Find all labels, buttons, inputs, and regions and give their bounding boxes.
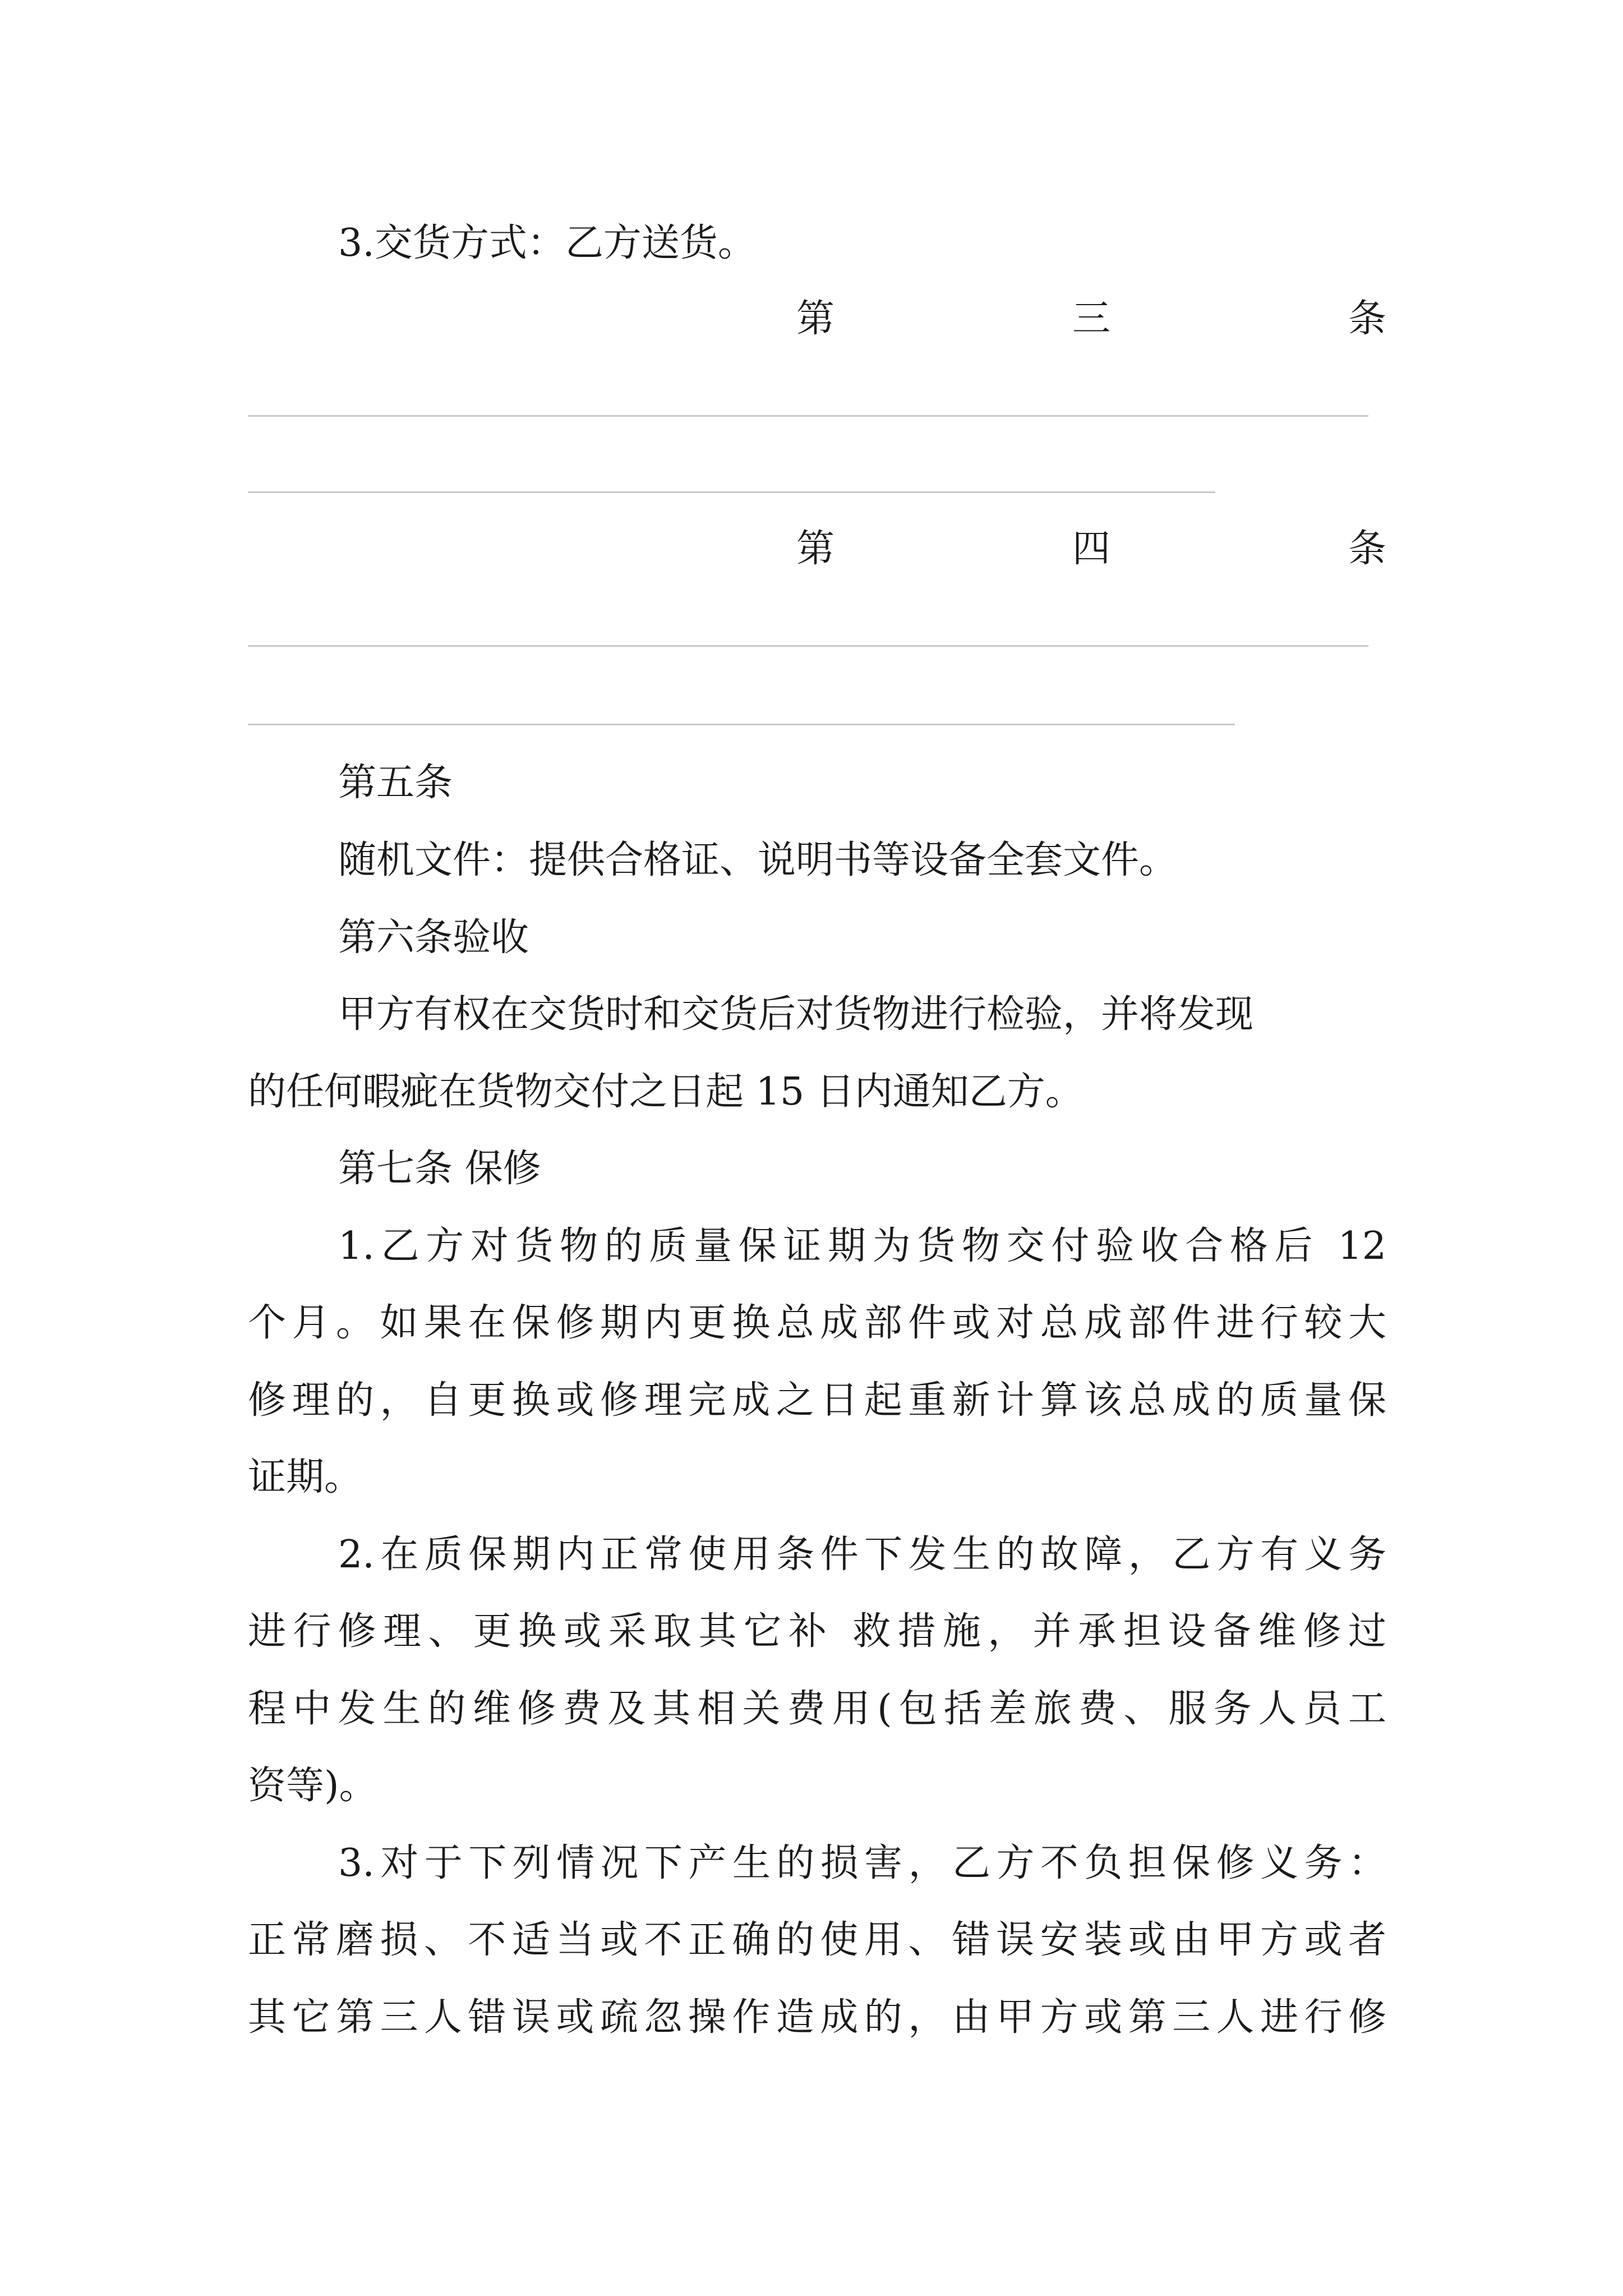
- fill-in-rule: [248, 645, 1368, 647]
- article-4-char-3: 条: [1348, 527, 1386, 571]
- warranty-clause-1-line: 修理的，自更换或修理完成之日起重新计算该总成的质量保: [248, 1378, 1386, 1423]
- article-5-body: 随机文件：提供合格证、说明书等设备全套文件。: [338, 838, 1178, 882]
- warranty-clause-1-line: 证期。: [248, 1455, 363, 1499]
- article-4-heading: [796, 527, 1386, 571]
- warranty-clause-3-line: 其它第三人错误或疏忽操作造成的，由甲方或第三人进行修: [248, 1995, 1386, 2040]
- warranty-clause-3-line: 3.对于下列情况下产生的损害，乙方不负担保修义务：: [338, 1841, 1386, 1885]
- warranty-clause-3-line: 正常磨损、不适当或不正确的使用、错误安装或由甲方或者: [248, 1918, 1386, 1962]
- article-3-heading: [796, 297, 1386, 341]
- fill-in-rule: [248, 491, 1215, 493]
- article-3-char-2: 三: [1072, 297, 1110, 341]
- delivery-method-line: 3.交货方式：乙方送货。: [338, 221, 756, 265]
- warranty-clause-2-line: 资等)。: [248, 1764, 377, 1808]
- article-7-title: 第七条 保修: [338, 1147, 541, 1191]
- article-6-title: 第六条验收: [338, 915, 529, 960]
- article-3-char-3: 条: [1348, 297, 1386, 341]
- article-3-char-1: 第: [796, 297, 835, 341]
- warranty-clause-1-line: 个月。如果在保修期内更换总成部件或对总成部件进行较大: [248, 1301, 1386, 1345]
- article-6-paragraph-line: 的任何暇疵在货物交付之日起 15 日内通知乙方。: [248, 1070, 1083, 1114]
- article-4-char-1: 第: [796, 527, 835, 571]
- article-4-char-2: 四: [1072, 527, 1110, 571]
- fill-in-rule: [248, 724, 1235, 725]
- warranty-clause-2-line: 进行修理、更换或采取其它补 救措施，并承担设备维修过: [248, 1609, 1386, 1654]
- warranty-clause-2-line: 2.在质保期内正常使用条件下发生的故障，乙方有义务: [338, 1533, 1386, 1577]
- warranty-clause-2-line: 程中发生的维修费及其相关费用(包括差旅费、服务人员工: [248, 1687, 1386, 1731]
- article-6-paragraph-line: 甲方有权在交货时和交货后对货物进行检验，并将发现: [338, 992, 1254, 1037]
- warranty-clause-1-line: 1.乙方对货物的质量保证期为货物交付验收合格后 12: [338, 1224, 1386, 1268]
- article-5-title: 第五条: [338, 761, 453, 805]
- fill-in-rule: [248, 415, 1368, 417]
